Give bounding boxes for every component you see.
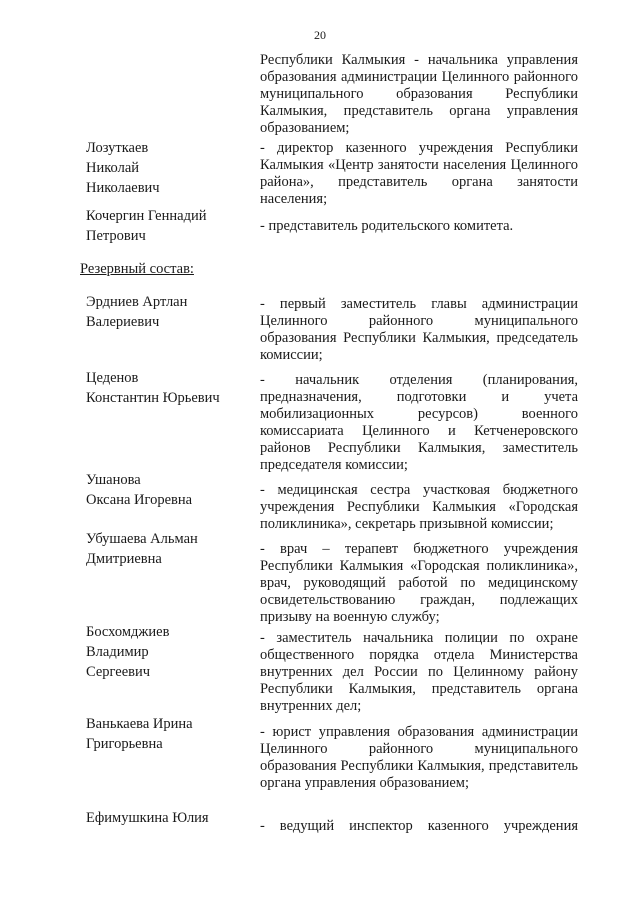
member-name: Ушанова Оксана Игоревна	[86, 472, 193, 508]
member-role: - первый заместитель главы администрации Целинного районного муниципального образования Республики Калмыкия, председатель комиссии;	[260, 296, 578, 363]
entry-continuation-desc: Республики Калмыкия - начальника управления образования администрации Целинного районного муниципального образования Республики Калмыкия, представитель органа управления образованием;	[260, 52, 578, 136]
member-role: - медицинская сестра участковая бюджетного учреждения Республики Калмыкия «Городская поликлиника», секретарь призывной комиссии;	[260, 482, 578, 532]
member-name: Ванькаева Ирина Григорьевна	[86, 716, 193, 752]
member-name: Ефимушкина Юлия	[86, 810, 209, 826]
member-role: - врач – терапевт бюджетного учреждения Республики Калмыкия «Городская поликлиника», врач, руководящий работой по медицинскому освидетельствованию граждан, подлежащих призыву на военную службу;	[260, 541, 578, 625]
member-name: Босхомджиев Владимир Сергеевич	[86, 624, 170, 680]
member-role: - ведущий инспектор казенного учреждения	[260, 818, 578, 834]
member-role: - начальник отделения (планирования, предназначения, подготовки и учета мобилизационных ресурсов) военного комиссариата Целинного и Кетченеровского районов Республики Калмыкия, заместитель председателя комиссии;	[260, 372, 578, 473]
member-name: Лозуткаев Николай Николаевич	[86, 140, 160, 196]
member-name: Цеденов Константин Юрьевич	[86, 370, 220, 406]
member-name: Эрдниев Артлан Валериевич	[86, 294, 188, 330]
member-role: - юрист управления образования администрации Целинного районного муниципального образования Республики Калмыкия, представитель органа управления образованием;	[260, 724, 578, 791]
reserve-heading: Резервный состав:	[80, 261, 194, 277]
page-number: 20	[314, 28, 326, 42]
member-role: - директор казенного учреждения Республики Калмыкия «Центр занятости населения Целинного района», представитель органа занятости населения;	[260, 140, 578, 207]
member-role: - представитель родительского комитета.	[260, 218, 514, 234]
member-name: Кочергин Геннадий Петрович	[86, 208, 207, 244]
member-role: - заместитель начальника полиции по охране общественного порядка отдела Министерства внутренних дел России по Целинному району Республики Калмыкия, представитель органа внутренних дел;	[260, 630, 578, 714]
member-name: Убушаева Альман Дмитриевна	[86, 531, 198, 567]
